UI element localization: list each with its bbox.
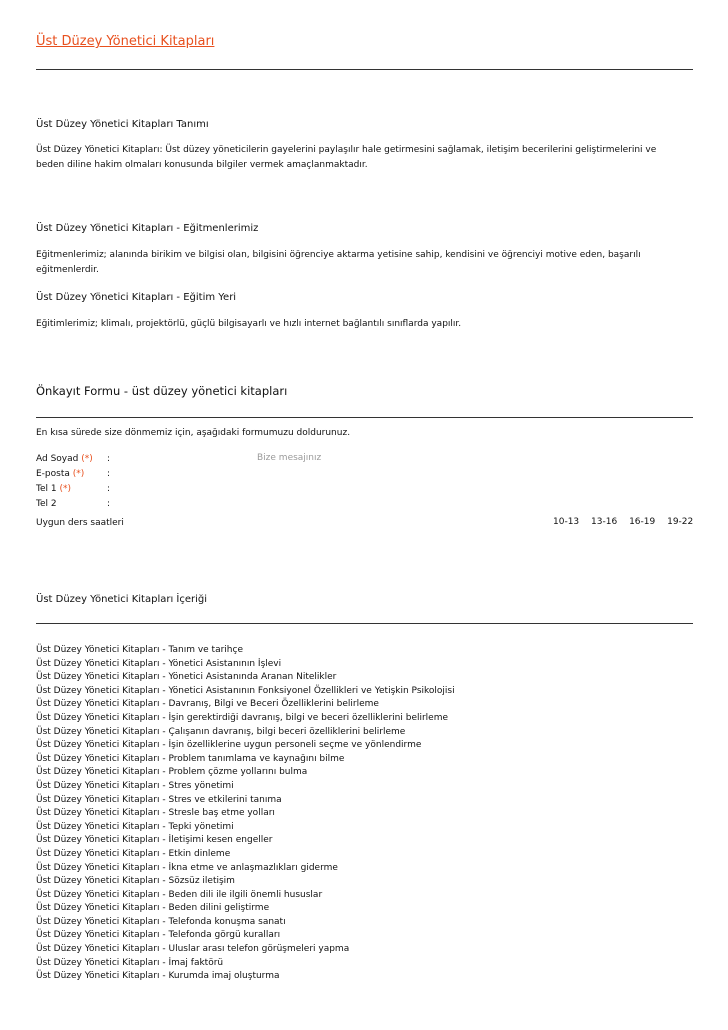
list-item: Üst Düzey Yönetici Kitapları - Stresle baş etme yolları [36, 808, 275, 819]
list-item: Üst Düzey Yönetici Kitapları - Yönetici Asistanının Fonksiyonel Özellikleri ve Yetişkin Psikolojisi [36, 685, 455, 696]
form-intro: En kısa sürede size dönmemiz için, aşağıdaki formumuzu doldurunuz. [36, 428, 351, 438]
list-item: Üst Düzey Yönetici Kitapları - Yönetici Asistanının İşlevi [36, 658, 282, 669]
list-item: Üst Düzey Yönetici Kitapları - İşin gerektirdiği davranış, bilgi ve beceri özelliklerini belirleme [36, 712, 449, 723]
list-item: Üst Düzey Yönetici Kitapları - Beden dilini geliştirme [36, 903, 270, 914]
form-row-eposta[interactable] [36, 467, 686, 481]
required-mark: (*) [72, 469, 85, 479]
list-item: Üst Düzey Yönetici Kitapları - Problem tanımlama ve kaynağını bilme [36, 753, 345, 764]
page-title[interactable]: Üst Düzey Yönetici Kitapları [36, 34, 215, 49]
form-divider [36, 417, 693, 418]
time-slots [553, 517, 693, 527]
list-item: Üst Düzey Yönetici Kitapları - Stres yönetimi [36, 780, 234, 791]
list-item: Üst Düzey Yönetici Kitapları - Çalışanın davranış, bilgi beceri özelliklerini belirleme [36, 726, 406, 737]
field-label: Ad Soyad (*) [36, 454, 93, 464]
list-item: Üst Düzey Yönetici Kitapları - Davranış, Bilgi ve Beceri Özelliklerini belirleme [36, 699, 379, 710]
list-item: Üst Düzey Yönetici Kitapları - Telefonda görgü kuralları [36, 930, 281, 941]
tanim-text: Üst Düzey Yönetici Kitapları: Üst düzey yöneticilerin gayelerini paylaşılır hale getirmesini sağlamak, iletişim becerilerini geliştirmelerini ve beden diline hakim olmaları konusunda bilgiler vermek amaçlanmaktadır. [36, 145, 657, 170]
time-slot-option[interactable]: 13-16 [591, 517, 618, 527]
list-item: Üst Düzey Yönetici Kitapları - Beden dili ile ilgili önemli hususlar [36, 889, 323, 900]
form-row-ad-soyad[interactable] [36, 452, 686, 466]
list-item: Üst Düzey Yönetici Kitapları - Etkin dinleme [36, 848, 231, 859]
hours-label: Uygun ders saatleri [36, 518, 124, 528]
form-row-tel1[interactable] [36, 482, 686, 496]
required-mark: (*) [59, 484, 71, 494]
title-divider [36, 69, 693, 70]
tanim-heading: Üst Düzey Yönetici Kitapları Tanımı [36, 119, 209, 130]
list-item: Üst Düzey Yönetici Kitapları - Problem çözme yollarını bulma [36, 767, 308, 778]
icerik-divider [36, 623, 693, 624]
content-list [36, 644, 455, 984]
egitim-yeri-text: Eğitimlerimiz; klimalı, projektörlü, güçlü bilgisayarlı ve hızlı internet bağlantılı sınıflarda yapılır. [36, 319, 462, 329]
icerik-heading: Üst Düzey Yönetici Kitapları İçeriği [36, 594, 208, 605]
list-item: Üst Düzey Yönetici Kitapları - Kurumda imaj oluşturma [36, 971, 280, 982]
field-label: Tel 1 (*) [36, 484, 71, 494]
egitmenler-heading: Üst Düzey Yönetici Kitapları - Eğitmenlerimiz [36, 223, 259, 234]
required-mark: (*) [81, 454, 93, 464]
time-slot-option[interactable]: 16-19 [629, 517, 656, 527]
field-colon: : [107, 454, 111, 464]
list-item: Üst Düzey Yönetici Kitapları - Stres ve etkilerini tanıma [36, 794, 282, 805]
field-label: E-posta (*) [36, 469, 85, 479]
list-item: Üst Düzey Yönetici Kitapları - İletişimi kesen engeller [36, 835, 273, 846]
field-colon: : [107, 484, 111, 494]
list-item: Üst Düzey Yönetici Kitapları - Uluslar arası telefon görüşmeleri yapma [36, 944, 350, 955]
list-item: Üst Düzey Yönetici Kitapları - Tanım ve tarihçe [36, 645, 243, 655]
list-item: Üst Düzey Yönetici Kitapları - İmaj faktörü [36, 957, 224, 968]
form-heading: Önkayıt Formu - üst düzey yönetici kitapları [36, 384, 288, 398]
list-item: Üst Düzey Yönetici Kitapları - Telefonda konuşma sanatı [36, 916, 286, 927]
list-item: Üst Düzey Yönetici Kitapları - İkna etme ve anlaşmazlıkları giderme [36, 862, 338, 873]
list-item: Üst Düzey Yönetici Kitapları - Tepki yönetimi [36, 821, 234, 832]
message-input[interactable]: Bize mesajınız [257, 453, 322, 463]
field-colon: : [107, 469, 111, 479]
list-item: Üst Düzey Yönetici Kitapları - Sözsüz iletişim [36, 876, 235, 887]
egitmenler-text: Eğitmenlerimiz; alanında birikim ve bilgisi olan, bilgisini öğrenciye aktarma yetisine sahip, kendisini ve öğrenciyi motive eden, başarılı eğitmenlerdir. [36, 250, 641, 275]
form-row-tel2[interactable] [36, 497, 686, 511]
time-slot-option[interactable]: 10-13 [553, 517, 580, 527]
list-item: Üst Düzey Yönetici Kitapları - Yönetici Asistanında Aranan Nitelikler [36, 672, 337, 683]
field-colon: : [107, 499, 111, 509]
time-slot-option[interactable]: 19-22 [667, 517, 694, 527]
list-item: Üst Düzey Yönetici Kitapları - İşin özelliklerine uygun personeli seçme ve yönlendirme [36, 740, 422, 751]
egitim-yeri-heading: Üst Düzey Yönetici Kitapları - Eğitim Yeri [36, 292, 237, 303]
field-label: Tel 2 [36, 499, 57, 509]
